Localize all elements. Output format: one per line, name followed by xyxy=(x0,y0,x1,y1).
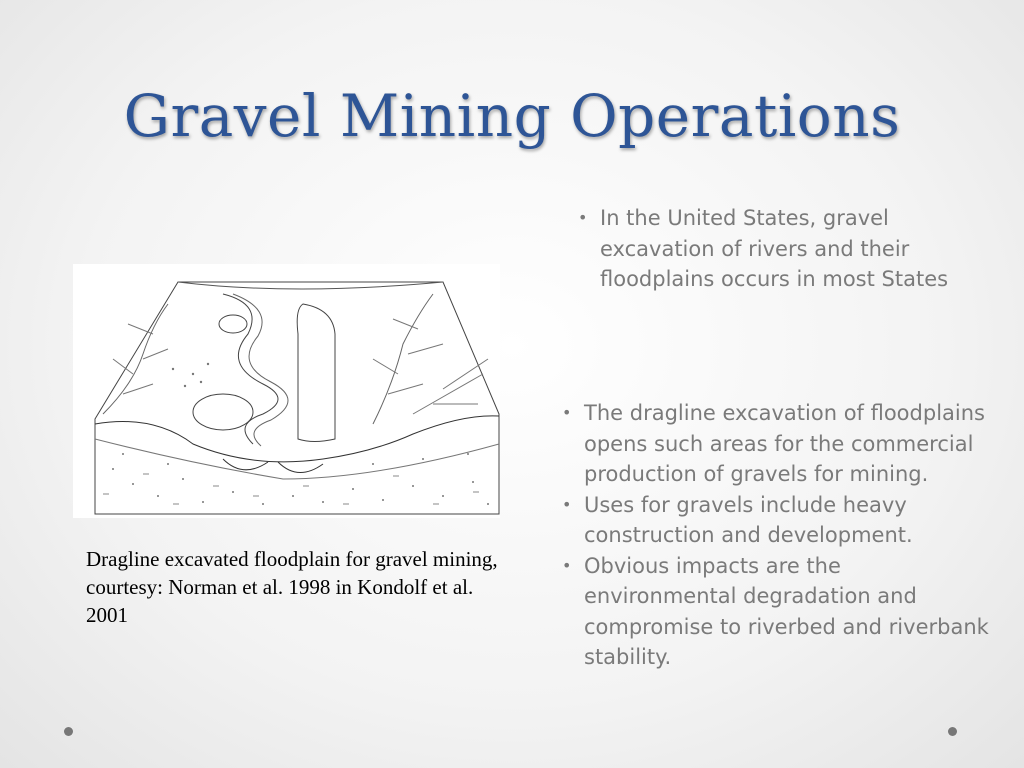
corner-dot-left xyxy=(64,727,73,736)
bullet-dot: • xyxy=(562,403,572,422)
bullet-text: Obvious impacts are the environmental degradation and compromise to riverbed and riverbank stability. xyxy=(584,553,989,669)
figure-caption: Dragline excavated floodplain for gravel mining, courtesy: Norman et al. 1998 in Kondolf et al. 2001 xyxy=(86,547,498,627)
bullet-text: Uses for gravels include heavy construction and development. xyxy=(584,492,913,547)
bullet-dot: • xyxy=(578,208,588,227)
list-item xyxy=(550,490,990,551)
bullet-text: In the United States, gravel excavation of rivers and their floodplains occurs in most States xyxy=(600,206,949,291)
bullet-dot: • xyxy=(562,555,572,575)
bullet-list-top xyxy=(566,203,986,295)
slide-title: Gravel Mining Operations xyxy=(123,82,901,150)
bullet-list-bottom xyxy=(550,398,990,673)
floodplain-diagram xyxy=(73,264,500,518)
bullet-dot: • xyxy=(562,494,572,514)
list-item xyxy=(550,551,990,673)
corner-dot-right xyxy=(948,727,957,736)
bullet-text: The dragline excavation of floodplains opens such areas for the commercial production of gravels for mining. xyxy=(584,401,985,486)
list-item xyxy=(550,398,990,490)
list-item xyxy=(566,203,986,295)
